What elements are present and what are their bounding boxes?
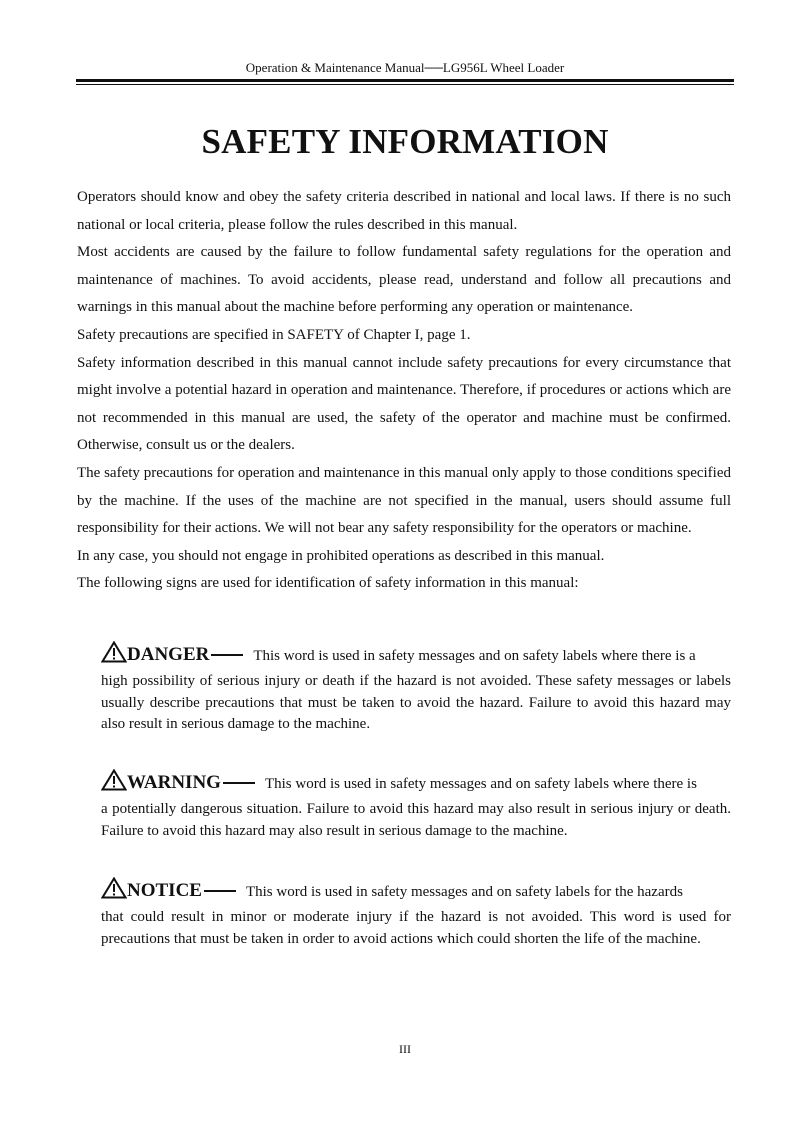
sign-desc-notice: that could result in minor or moderate injury if the hazard is not avoided. This word is used for precautions that must be taken in order to avoid actions which could shorten the life of the machine. [101,909,731,947]
em-dash [211,654,243,656]
sign-notice [101,876,731,950]
sign-lead-notice: This word is used in safety messages and on safety labels for the hazards [245,884,683,900]
warning-triangle-icon [101,769,127,791]
sign-danger [101,640,731,736]
page-title: SAFETY INFORMATION [201,122,609,161]
running-header: Operation & Maintenance Manual──LG956L Wheel Loader [245,60,565,75]
sign-desc-warning: a potentially dangerous situation. Failure to avoid this hazard may also result in serious injury or death. Failure to avoid this hazard may also result in serious damage to the machine. [101,801,731,839]
sign-lead-danger: This word is used in safety messages and on safety labels where there is a [253,648,696,664]
sign-desc-danger: high possibility of serious injury or death if the hazard is not avoided. These safety messages or labels usually describe precautions that must be taken to avoid the hazard. Failure to avoid this hazard may also result in serious damage to the machine. [101,673,731,732]
header-rule-thin [76,84,734,85]
header-rule-thick [76,79,734,82]
sign-word-warning: WARNING [127,772,221,793]
paragraph-limitations: Safety information described in this manual cannot include safety precautions for every circumstance that might involve a potential hazard in operation and maintenance. Therefore, if procedures or actions which are not recommended in this manual are used, the safety of the operator and machine must be confirmed. Otherwise, consult us or the dealers. [77,354,731,454]
intro-text [77,184,731,598]
paragraph-prohibited: In any case, you should not engage in prohibited operations as described in this manual. [77,547,605,564]
paragraph-scope: The safety precautions for operation and maintenance in this manual only apply to those conditions specified by the machine. If the uses of the machine are not specified in the manual, users should assume full responsibility for their actions. We will not bear any safety responsibility for the operators or machine. [77,464,731,537]
paragraph-criteria: Operators should know and obey the safety criteria described in national and local laws. If there is no such national or local criteria, please follow the rules described in this manual. [77,189,731,233]
warning-triangle-icon [101,877,127,899]
paragraph-accidents: Most accidents are caused by the failure to follow fundamental safety regulations for the operation and maintenance of machines. To avoid accidents, please read, understand and follow all precautions and warnings in this manual about the machine before performing any operation or maintenance. [77,244,731,316]
paragraph-signs-intro: The following signs are used for identification of safety information in this manual: [77,575,579,592]
em-dash [223,782,255,784]
sign-warning [101,768,731,842]
sign-word-notice: NOTICE [127,880,202,901]
page-number: III [399,1042,411,1056]
em-dash [204,890,236,892]
sign-word-danger: DANGER [127,644,210,665]
paragraph-precautions-ref: Safety precautions are specified in SAFETY of Chapter I, page 1. [77,326,471,343]
warning-triangle-icon [101,641,127,663]
sign-lead-warning: This word is used in safety messages and on safety labels where there is [264,776,697,792]
